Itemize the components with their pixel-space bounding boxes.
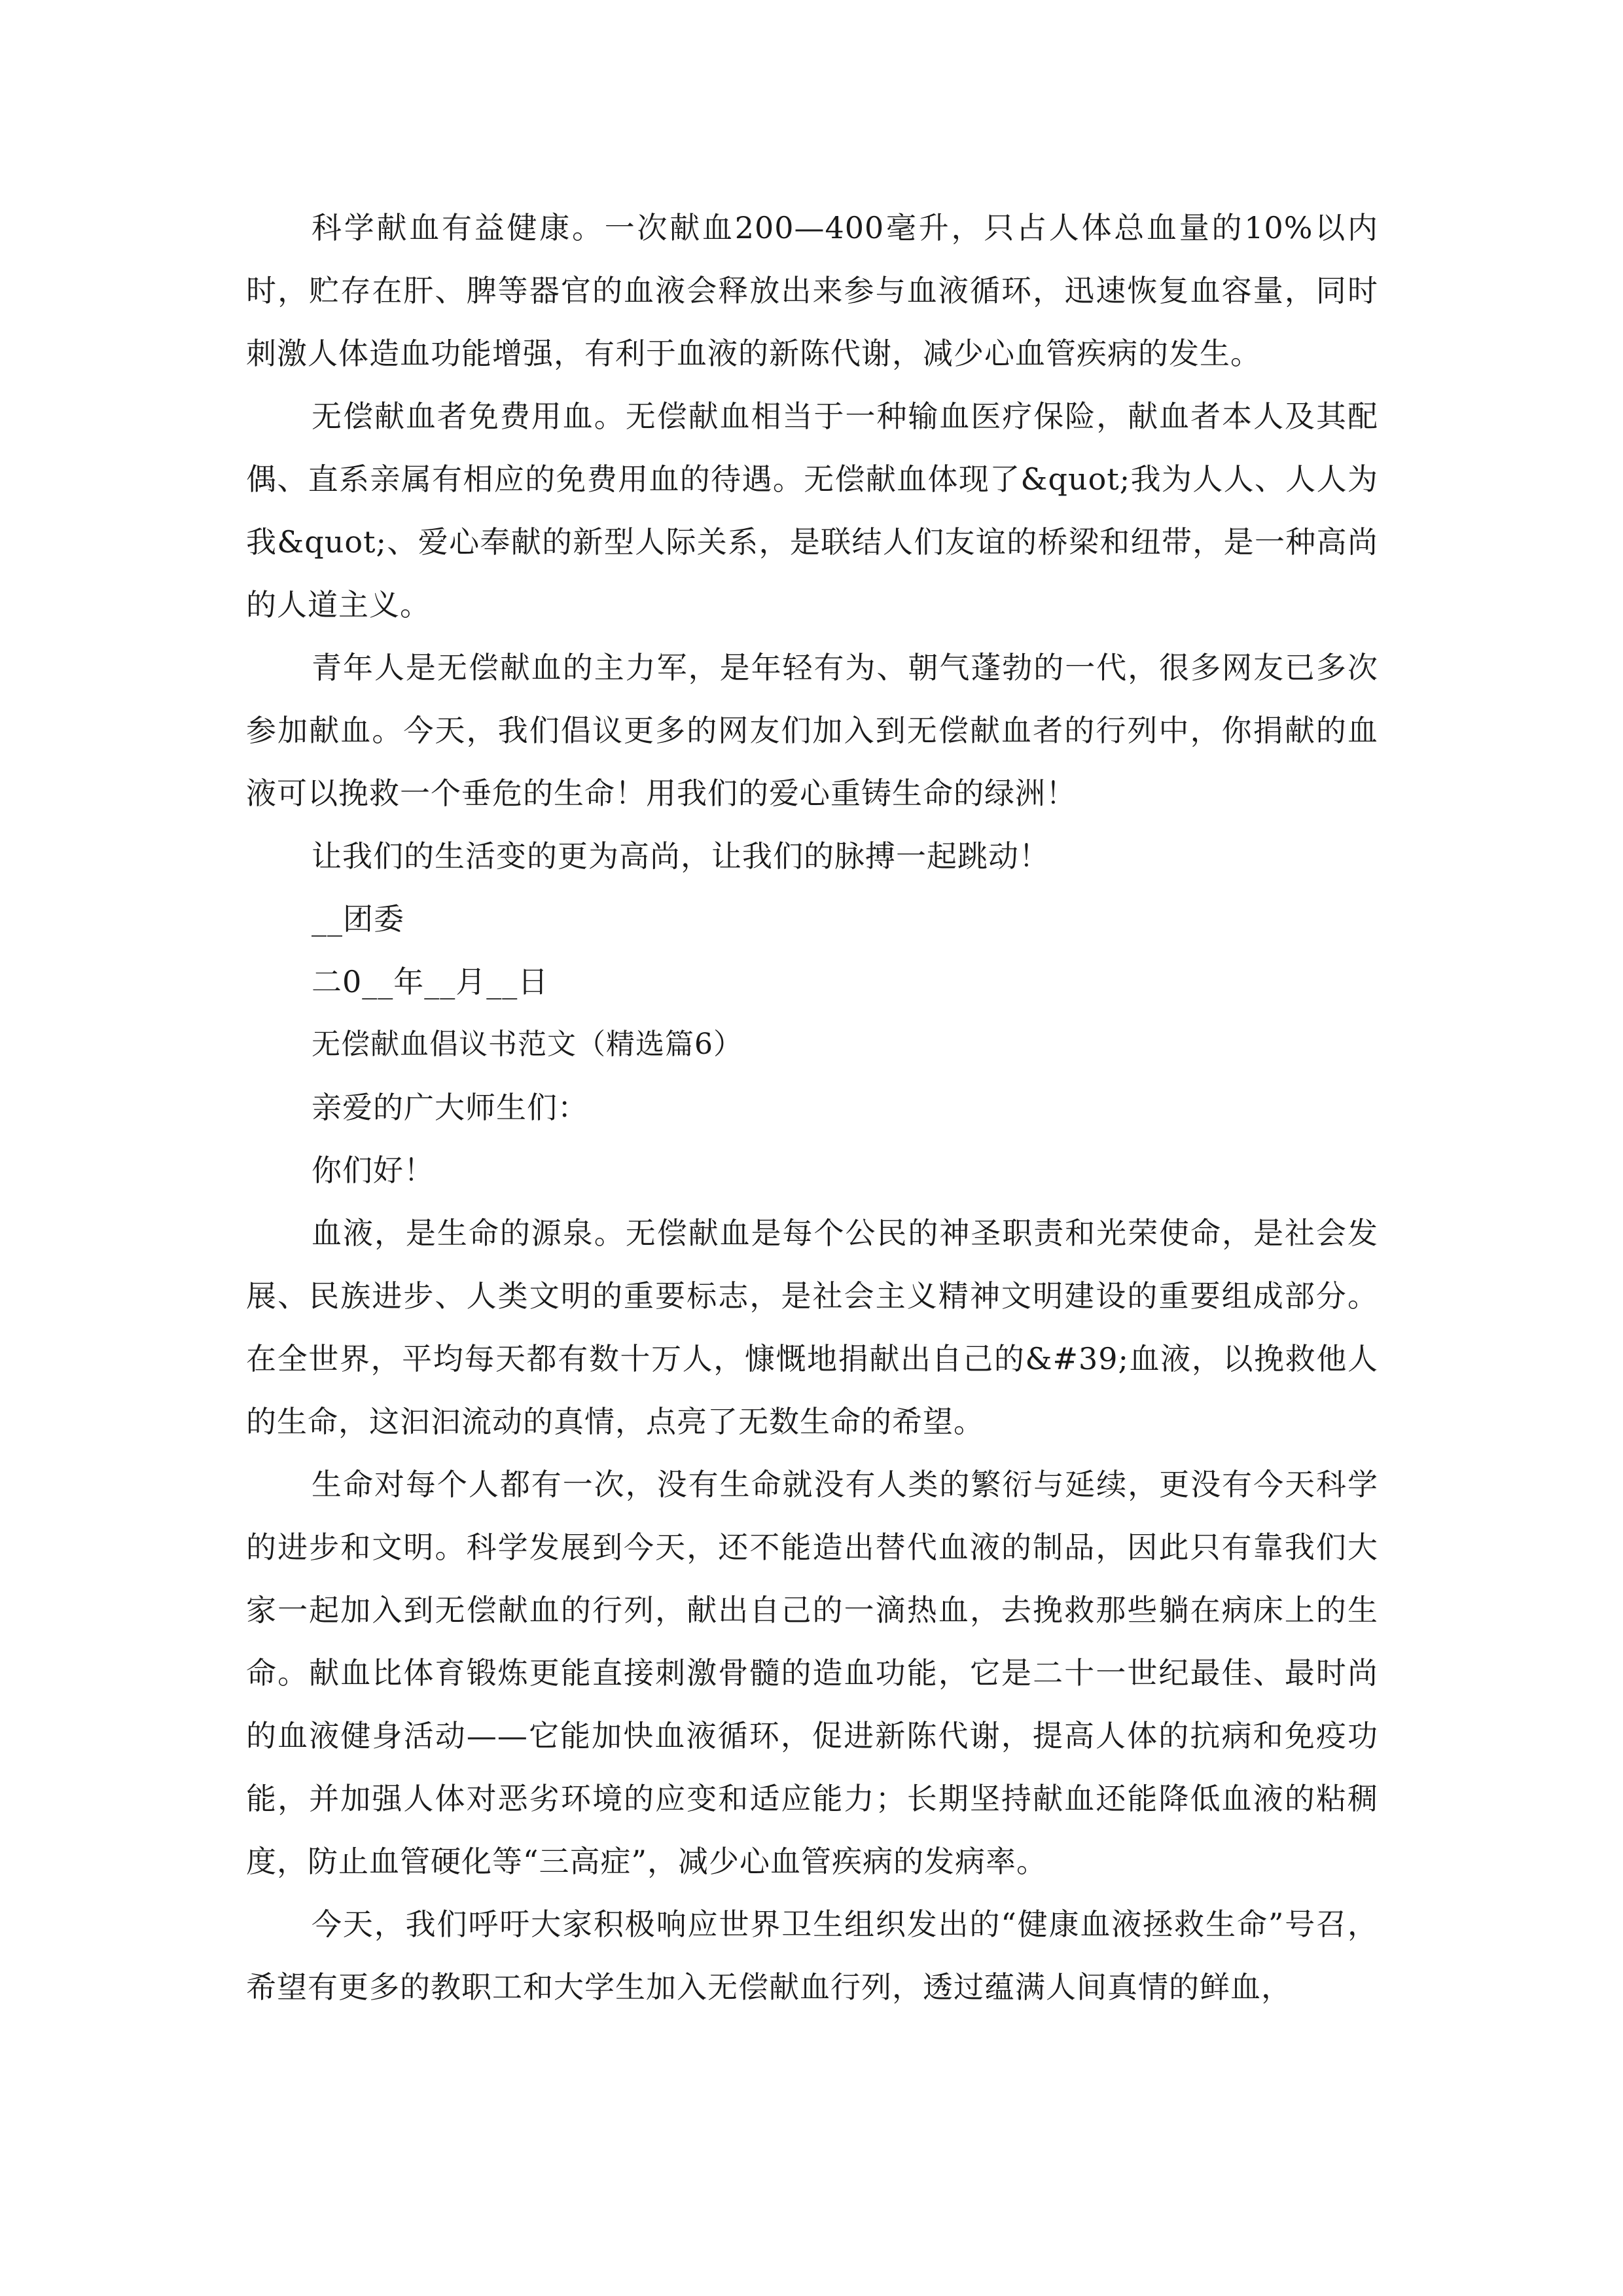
section-title: 无偿献血倡议书范文（精选篇6） (312, 1028, 743, 1061)
paragraph-blood-source-of-life: 血液，是生命的源泉。无偿献血是每个公民的神圣职责和光荣使命，是社会发展、民族进步、人类文明的重要标志，是社会主义精神文明建设的重要组成部分。在全世界，平均每天都有数十万人，慷慨地捐献出自己的&#39;血液，以挽救他人的生命，这汩汩流动的真情，点亮了无数生命的希望。 (246, 1215, 1378, 1439)
paragraph-free-blood-use: 无偿献血者免费用血。无偿献血相当于一种输血医疗保险，献血者本人及其配偶、直系亲属有相应的免费用血的待遇。无偿献血体现了&quot;我为人人、人人为我&quot;、爱心奉献的新型人际关系，是联结人们友谊的桥梁和纽带，是一种高尚的人道主义。 (246, 399, 1378, 622)
salutation: 亲爱的广大师生们： (312, 1090, 588, 1125)
greeting: 你们好！ (312, 1153, 435, 1188)
signature-org: __团委 (312, 901, 404, 937)
paragraph-call-to-action: 今天，我们呼吁大家积极响应世界卫生组织发出的“健康血液拯救生命”号召，希望有更多的教职工和大学生加入无偿献血行列，透过蕴满人间真情的鲜血， (246, 1907, 1378, 2005)
paragraph-health-benefits: 科学献血有益健康。一次献血200—400毫升，只占人体总血量的10%以内时，贮存在肝、脾等器官的血液会释放出来参与血液循环，迅速恢复血容量，同时刺激人体造血功能增强，有利于血液的新陈代谢，减少心血管疾病的发生。 (246, 210, 1378, 371)
closing-line: 让我们的生活变的更为高尚，让我们的脉搏一起跳动！ (312, 838, 1050, 874)
paragraph-youth-main-force: 青年人是无偿献血的主力军，是年轻有为、朝气蓬勃的一代，很多网友已多次参加献血。今天，我们倡议更多的网友们加入到无偿献血者的行列中，你捐献的血液可以挽救一个垂危的生命！用我们的爱心重铸生命的绿洲！ (246, 650, 1378, 811)
document-body (246, 196, 1378, 2018)
paragraph-life-once: 生命对每个人都有一次，没有生命就没有人类的繁衍与延续，更没有今天科学的进步和文明。科学发展到今天，还不能造出替代血液的制品，因此只有靠我们大家一起加入到无偿献血的行列，献出自己的一滴热血，去挽救那些躺在病床上的生命。献血比体育锻炼更能直接刺激骨髓的造血功能，它是二十一世纪最佳、最时尚的血液健身活动——它能加快血液循环，促进新陈代谢，提高人体的抗病和免疫功能，并加强人体对恶劣环境的应变和适应能力；长期坚持献血还能降低血液的粘稠度，防止血管硬化等“三高症”，减少心血管疾病的发病率。 (246, 1467, 1378, 1879)
signature-date: 二0__年__月__日 (312, 964, 549, 999)
